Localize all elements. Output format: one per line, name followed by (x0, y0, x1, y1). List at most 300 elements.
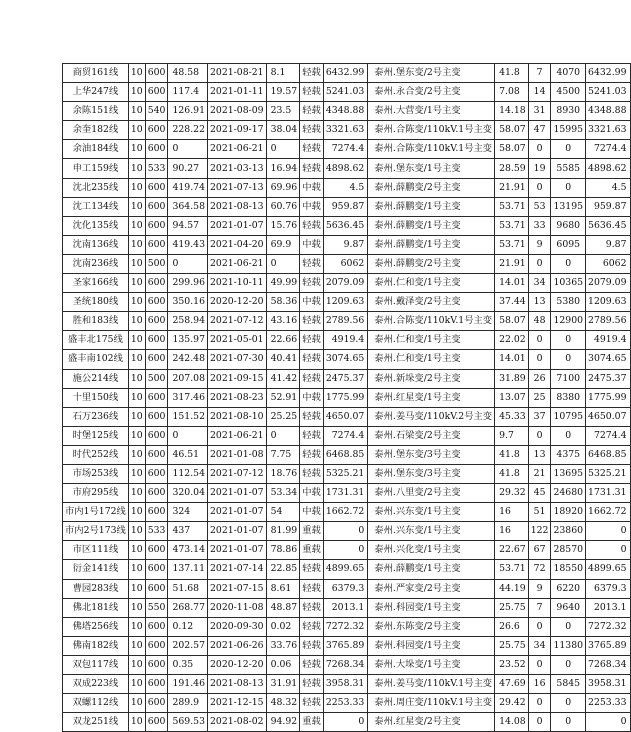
date-cell: 2020-09-30 (207, 617, 266, 636)
count-cell: 33 (528, 216, 551, 235)
date-cell: 2021-08-02 (207, 713, 266, 732)
load-status-cell: 轻载 (300, 216, 324, 235)
line-name-cell: 市内2号173线 (63, 522, 129, 541)
count-cell: 7 (528, 64, 551, 83)
count-cell: 7 (528, 598, 551, 617)
voltage-cell: 10 (128, 655, 145, 674)
transformer-load-cell: 25.75 (495, 636, 529, 655)
count-cell: 53 (528, 197, 551, 216)
spare-capacity-cell: 2079.09 (323, 274, 367, 293)
amount-cell: 0 (551, 426, 586, 445)
spare-capacity-cell: 6379.3 (323, 579, 367, 598)
load-rate-cell: 48.87 (266, 598, 300, 617)
substation-cell: 泰州.合陈变/110kV.1号主变 (368, 312, 495, 331)
transformer-load-cell: 41.8 (495, 445, 529, 464)
remaining-capacity-cell: 4919.4 (586, 331, 630, 350)
amount-cell: 4375 (551, 445, 586, 464)
load-status-cell: 中载 (300, 503, 324, 522)
count-cell: 47 (528, 121, 551, 140)
spare-capacity-cell: 1209.63 (323, 293, 367, 312)
transformer-load-cell: 22.67 (495, 541, 529, 560)
transformer-load-cell: 53.71 (495, 216, 529, 235)
spare-capacity-cell: 0 (323, 522, 367, 541)
table-row (63, 388, 631, 407)
remaining-capacity-cell: 1662.72 (586, 503, 630, 522)
count-cell: 14 (528, 83, 551, 102)
count-cell: 45 (528, 484, 551, 503)
capacity-cell: 600 (145, 484, 168, 503)
load-rate-cell: 0 (266, 140, 300, 159)
load-status-cell: 轻载 (300, 445, 324, 464)
substation-cell: 泰州.严家变/2号主变 (368, 579, 495, 598)
load-status-cell: 轻载 (300, 121, 324, 140)
spare-capacity-cell: 3958.31 (323, 675, 367, 694)
table-row (63, 694, 631, 713)
load-status-cell: 轻载 (300, 655, 324, 674)
load-rate-cell: 0 (266, 254, 300, 273)
remaining-capacity-cell: 0 (586, 713, 630, 732)
table-row (63, 407, 631, 426)
load-status-cell: 中载 (300, 293, 324, 312)
capacity-cell: 600 (145, 655, 168, 674)
load-rate-cell: 69.96 (266, 178, 300, 197)
substation-cell: 泰州.大营变/1号主变 (368, 102, 495, 121)
remaining-capacity-cell: 2789.56 (586, 312, 630, 331)
load-status-cell: 轻载 (300, 369, 324, 388)
date-cell: 2021-07-15 (207, 579, 266, 598)
load-rate-cell: 18.76 (266, 464, 300, 483)
table-row (63, 522, 631, 541)
remaining-capacity-cell: 959.87 (586, 197, 630, 216)
date-cell: 2021-01-11 (207, 83, 266, 102)
load-rate-cell: 48.32 (266, 694, 300, 713)
load-rate-cell: 8.61 (266, 579, 300, 598)
count-cell: 122 (528, 522, 551, 541)
transformer-load-cell: 29.32 (495, 484, 529, 503)
spare-capacity-cell: 0 (323, 713, 367, 732)
date-cell: 2021-12-15 (207, 694, 266, 713)
spare-capacity-cell: 959.87 (323, 197, 367, 216)
line-name-cell: 沈工134线 (63, 197, 129, 216)
load-status-cell: 轻载 (300, 598, 324, 617)
amount-cell: 0 (551, 254, 586, 273)
data-table (62, 63, 631, 732)
load-status-cell: 轻载 (300, 102, 324, 121)
date-cell: 2021-08-10 (207, 407, 266, 426)
substation-cell: 泰州.薛鹏变/1号主变 (368, 235, 495, 254)
transformer-load-cell: 53.71 (495, 197, 529, 216)
date-cell: 2021-09-15 (207, 369, 266, 388)
load-rate-cell: 43.16 (266, 312, 300, 331)
voltage-cell: 10 (128, 293, 145, 312)
amount-cell: 0 (551, 178, 586, 197)
count-cell: 19 (528, 159, 551, 178)
table-row (63, 464, 631, 483)
substation-cell: 泰州.石梁变/2号主变 (368, 426, 495, 445)
capacity-cell: 600 (145, 83, 168, 102)
load-status-cell: 重载 (300, 522, 324, 541)
line-name-cell: 盛丰南102线 (63, 350, 129, 369)
amount-cell: 0 (551, 331, 586, 350)
load-cell: 207.08 (168, 369, 208, 388)
capacity-cell: 600 (145, 388, 168, 407)
count-cell: 25 (528, 388, 551, 407)
load-status-cell: 轻载 (300, 350, 324, 369)
transformer-load-cell: 13.07 (495, 388, 529, 407)
transformer-load-cell: 21.91 (495, 178, 529, 197)
spare-capacity-cell: 7274.4 (323, 140, 367, 159)
load-cell: 364.58 (168, 197, 208, 216)
remaining-capacity-cell: 6062 (586, 254, 630, 273)
load-status-cell: 轻载 (300, 694, 324, 713)
load-status-cell: 中载 (300, 484, 324, 503)
transformer-load-cell: 45.33 (495, 407, 529, 426)
load-cell: 228.22 (168, 121, 208, 140)
load-cell: 0 (168, 140, 208, 159)
table-row (63, 445, 631, 464)
amount-cell: 13695 (551, 464, 586, 483)
line-name-cell: 申工159线 (63, 159, 129, 178)
amount-cell: 10365 (551, 274, 586, 293)
substation-cell: 泰州.仁和变/1号主变 (368, 350, 495, 369)
load-cell: 137.11 (168, 560, 208, 579)
table-row (63, 83, 631, 102)
substation-cell: 泰州.合陈变/110kV.1号主变 (368, 121, 495, 140)
load-status-cell: 轻载 (300, 407, 324, 426)
count-cell: 0 (528, 713, 551, 732)
spare-capacity-cell: 2013.1 (323, 598, 367, 617)
load-rate-cell: 19.57 (266, 83, 300, 102)
table-row (63, 484, 631, 503)
spare-capacity-cell: 4348.88 (323, 102, 367, 121)
remaining-capacity-cell: 4899.65 (586, 560, 630, 579)
date-cell: 2021-08-09 (207, 102, 266, 121)
amount-cell: 13195 (551, 197, 586, 216)
amount-cell: 5585 (551, 159, 586, 178)
table-row (63, 102, 631, 121)
date-cell: 2021-08-23 (207, 388, 266, 407)
transformer-load-cell: 58.07 (495, 121, 529, 140)
transformer-load-cell: 23.52 (495, 655, 529, 674)
transformer-load-cell: 53.71 (495, 235, 529, 254)
table-row (63, 235, 631, 254)
count-cell: 0 (528, 331, 551, 350)
table-row (63, 636, 631, 655)
capacity-cell: 600 (145, 293, 168, 312)
line-name-cell: 石万236线 (63, 407, 129, 426)
line-name-cell: 时代252线 (63, 445, 129, 464)
transformer-load-cell: 25.75 (495, 598, 529, 617)
substation-cell: 泰州.红星变/2号主变 (368, 713, 495, 732)
line-name-cell: 余陈151线 (63, 102, 129, 121)
amount-cell: 6220 (551, 579, 586, 598)
capacity-cell: 600 (145, 178, 168, 197)
date-cell: 2021-03-13 (207, 159, 266, 178)
substation-cell: 泰州.堡东变/2号主变 (368, 64, 495, 83)
load-status-cell: 轻载 (300, 64, 324, 83)
load-cell: 46.51 (168, 445, 208, 464)
load-cell: 151.52 (168, 407, 208, 426)
remaining-capacity-cell: 0 (586, 522, 630, 541)
count-cell: 9 (528, 579, 551, 598)
remaining-capacity-cell: 0 (586, 541, 630, 560)
table-row (63, 369, 631, 388)
amount-cell: 8930 (551, 102, 586, 121)
spare-capacity-cell: 4.5 (323, 178, 367, 197)
date-cell: 2021-06-26 (207, 636, 266, 655)
voltage-cell: 10 (128, 541, 145, 560)
spare-capacity-cell: 5241.03 (323, 83, 367, 102)
table-row (63, 197, 631, 216)
load-cell: 0 (168, 254, 208, 273)
line-name-cell: 沈南236线 (63, 254, 129, 273)
spare-capacity-cell: 5325.21 (323, 464, 367, 483)
count-cell: 13 (528, 293, 551, 312)
load-rate-cell: 25.25 (266, 407, 300, 426)
transformer-load-cell: 37.44 (495, 293, 529, 312)
capacity-cell: 600 (145, 617, 168, 636)
remaining-capacity-cell: 3074.65 (586, 350, 630, 369)
voltage-cell: 10 (128, 407, 145, 426)
capacity-cell: 533 (145, 159, 168, 178)
load-cell: 242.48 (168, 350, 208, 369)
line-name-cell: 市内1号172线 (63, 503, 129, 522)
remaining-capacity-cell: 2013.1 (586, 598, 630, 617)
date-cell: 2021-08-21 (207, 64, 266, 83)
capacity-cell: 600 (145, 140, 168, 159)
spare-capacity-cell: 3074.65 (323, 350, 367, 369)
capacity-cell: 600 (145, 64, 168, 83)
load-status-cell: 中载 (300, 178, 324, 197)
amount-cell: 0 (551, 617, 586, 636)
capacity-cell: 600 (145, 541, 168, 560)
load-status-cell: 重载 (300, 541, 324, 560)
load-cell: 419.74 (168, 178, 208, 197)
load-status-cell: 轻载 (300, 331, 324, 350)
load-rate-cell: 69.9 (266, 235, 300, 254)
transformer-load-cell: 41.8 (495, 64, 529, 83)
load-rate-cell: 33.76 (266, 636, 300, 655)
substation-cell: 泰州.薛鹏变/1号主变 (368, 197, 495, 216)
amount-cell: 18920 (551, 503, 586, 522)
load-status-cell: 轻载 (300, 140, 324, 159)
voltage-cell: 10 (128, 83, 145, 102)
amount-cell: 10795 (551, 407, 586, 426)
transformer-load-cell: 14.08 (495, 713, 529, 732)
capacity-cell: 600 (145, 216, 168, 235)
line-name-cell: 衍金141线 (63, 560, 129, 579)
substation-cell: 泰州.科园变/1号主变 (368, 636, 495, 655)
voltage-cell: 10 (128, 159, 145, 178)
transformer-load-cell: 29.42 (495, 694, 529, 713)
load-rate-cell: 15.76 (266, 216, 300, 235)
load-rate-cell: 0 (266, 426, 300, 445)
load-cell: 191.46 (168, 675, 208, 694)
capacity-cell: 600 (145, 713, 168, 732)
load-status-cell: 重载 (300, 713, 324, 732)
load-cell: 317.46 (168, 388, 208, 407)
count-cell: 72 (528, 560, 551, 579)
substation-cell: 泰州.堡东变/3号主变 (368, 445, 495, 464)
transformer-load-cell: 21.91 (495, 254, 529, 273)
table-row (63, 503, 631, 522)
capacity-cell: 600 (145, 503, 168, 522)
substation-cell: 泰州.科园变/1号主变 (368, 598, 495, 617)
transformer-load-cell: 44.19 (495, 579, 529, 598)
amount-cell: 0 (551, 350, 586, 369)
line-name-cell: 时堡125线 (63, 426, 129, 445)
load-status-cell: 轻载 (300, 83, 324, 102)
load-rate-cell: 22.85 (266, 560, 300, 579)
line-name-cell: 余奎182线 (63, 121, 129, 140)
voltage-cell: 10 (128, 445, 145, 464)
load-cell: 0 (168, 426, 208, 445)
load-cell: 126.91 (168, 102, 208, 121)
load-rate-cell: 38.04 (266, 121, 300, 140)
line-name-cell: 圣家166线 (63, 274, 129, 293)
count-cell: 34 (528, 274, 551, 293)
voltage-cell: 10 (128, 522, 145, 541)
load-cell: 268.77 (168, 598, 208, 617)
table-row (63, 541, 631, 560)
load-rate-cell: 54 (266, 503, 300, 522)
voltage-cell: 10 (128, 598, 145, 617)
remaining-capacity-cell: 7274.4 (586, 426, 630, 445)
transformer-load-cell: 22.02 (495, 331, 529, 350)
amount-cell: 7100 (551, 369, 586, 388)
line-name-cell: 沈南136线 (63, 235, 129, 254)
date-cell: 2021-01-07 (207, 522, 266, 541)
load-cell: 350.16 (168, 293, 208, 312)
amount-cell: 0 (551, 713, 586, 732)
voltage-cell: 10 (128, 560, 145, 579)
transformer-load-cell: 58.07 (495, 140, 529, 159)
load-cell: 258.94 (168, 312, 208, 331)
table-row (63, 159, 631, 178)
remaining-capacity-cell: 3321.63 (586, 121, 630, 140)
capacity-cell: 600 (145, 121, 168, 140)
transformer-load-cell: 53.71 (495, 560, 529, 579)
amount-cell: 11380 (551, 636, 586, 655)
amount-cell: 18550 (551, 560, 586, 579)
capacity-cell: 600 (145, 407, 168, 426)
count-cell: 48 (528, 312, 551, 331)
voltage-cell: 10 (128, 464, 145, 483)
load-rate-cell: 81.99 (266, 522, 300, 541)
load-cell: 0.35 (168, 655, 208, 674)
amount-cell: 0 (551, 140, 586, 159)
date-cell: 2021-07-12 (207, 312, 266, 331)
voltage-cell: 10 (128, 64, 145, 83)
load-cell: 437 (168, 522, 208, 541)
remaining-capacity-cell: 7268.34 (586, 655, 630, 674)
spare-capacity-cell: 9.87 (323, 235, 367, 254)
voltage-cell: 10 (128, 254, 145, 273)
line-name-cell: 佛北181线 (63, 598, 129, 617)
load-status-cell: 轻载 (300, 617, 324, 636)
table-row (63, 293, 631, 312)
spare-capacity-cell: 6432.99 (323, 64, 367, 83)
amount-cell: 23860 (551, 522, 586, 541)
date-cell: 2021-01-07 (207, 503, 266, 522)
table-row (63, 140, 631, 159)
load-rate-cell: 60.76 (266, 197, 300, 216)
substation-cell: 泰州.永合变/2号主变 (368, 83, 495, 102)
voltage-cell: 10 (128, 102, 145, 121)
date-cell: 2021-06-21 (207, 140, 266, 159)
table-row (63, 331, 631, 350)
voltage-cell: 10 (128, 369, 145, 388)
remaining-capacity-cell: 6379.3 (586, 579, 630, 598)
count-cell: 51 (528, 503, 551, 522)
table-row (63, 598, 631, 617)
voltage-cell: 10 (128, 350, 145, 369)
voltage-cell: 10 (128, 617, 145, 636)
load-status-cell: 轻载 (300, 579, 324, 598)
transformer-load-cell: 28.59 (495, 159, 529, 178)
remaining-capacity-cell: 4.5 (586, 178, 630, 197)
line-name-cell: 佛塔256线 (63, 617, 129, 636)
table-row (63, 350, 631, 369)
load-status-cell: 中载 (300, 388, 324, 407)
line-name-cell: 盛丰北175线 (63, 331, 129, 350)
voltage-cell: 10 (128, 579, 145, 598)
load-status-cell: 中载 (300, 197, 324, 216)
amount-cell: 5845 (551, 675, 586, 694)
substation-cell: 泰州.堡东变/3号主变 (368, 464, 495, 483)
date-cell: 2021-06-21 (207, 254, 266, 273)
amount-cell: 5380 (551, 293, 586, 312)
table-row (63, 655, 631, 674)
remaining-capacity-cell: 3958.31 (586, 675, 630, 694)
line-name-cell: 市府295线 (63, 484, 129, 503)
amount-cell: 28570 (551, 541, 586, 560)
amount-cell: 9640 (551, 598, 586, 617)
voltage-cell: 10 (128, 178, 145, 197)
substation-cell: 泰州.红星变/1号主变 (368, 388, 495, 407)
load-status-cell: 轻载 (300, 675, 324, 694)
voltage-cell: 10 (128, 426, 145, 445)
load-status-cell: 轻载 (300, 636, 324, 655)
line-name-cell: 沈北235线 (63, 178, 129, 197)
load-status-cell: 轻载 (300, 464, 324, 483)
spare-capacity-cell: 3765.89 (323, 636, 367, 655)
substation-cell: 泰州.戴泽变/2号主变 (368, 293, 495, 312)
remaining-capacity-cell: 1731.31 (586, 484, 630, 503)
table-row (63, 274, 631, 293)
load-status-cell: 轻载 (300, 560, 324, 579)
spare-capacity-cell: 0 (323, 541, 367, 560)
date-cell: 2020-12-20 (207, 293, 266, 312)
capacity-cell: 533 (145, 522, 168, 541)
capacity-cell: 600 (145, 694, 168, 713)
table-row (63, 121, 631, 140)
spare-capacity-cell: 7274.4 (323, 426, 367, 445)
substation-cell: 泰州.合陈变/110kV.1号主变 (368, 140, 495, 159)
load-cell: 320.04 (168, 484, 208, 503)
date-cell: 2021-07-13 (207, 178, 266, 197)
remaining-capacity-cell: 1775.99 (586, 388, 630, 407)
remaining-capacity-cell: 5241.03 (586, 83, 630, 102)
voltage-cell: 10 (128, 274, 145, 293)
amount-cell: 9680 (551, 216, 586, 235)
count-cell: 31 (528, 102, 551, 121)
load-rate-cell: 58.36 (266, 293, 300, 312)
remaining-capacity-cell: 4898.62 (586, 159, 630, 178)
voltage-cell: 10 (128, 636, 145, 655)
line-name-cell: 双龙251线 (63, 713, 129, 732)
substation-cell: 泰州.薛鹏变/2号主变 (368, 178, 495, 197)
